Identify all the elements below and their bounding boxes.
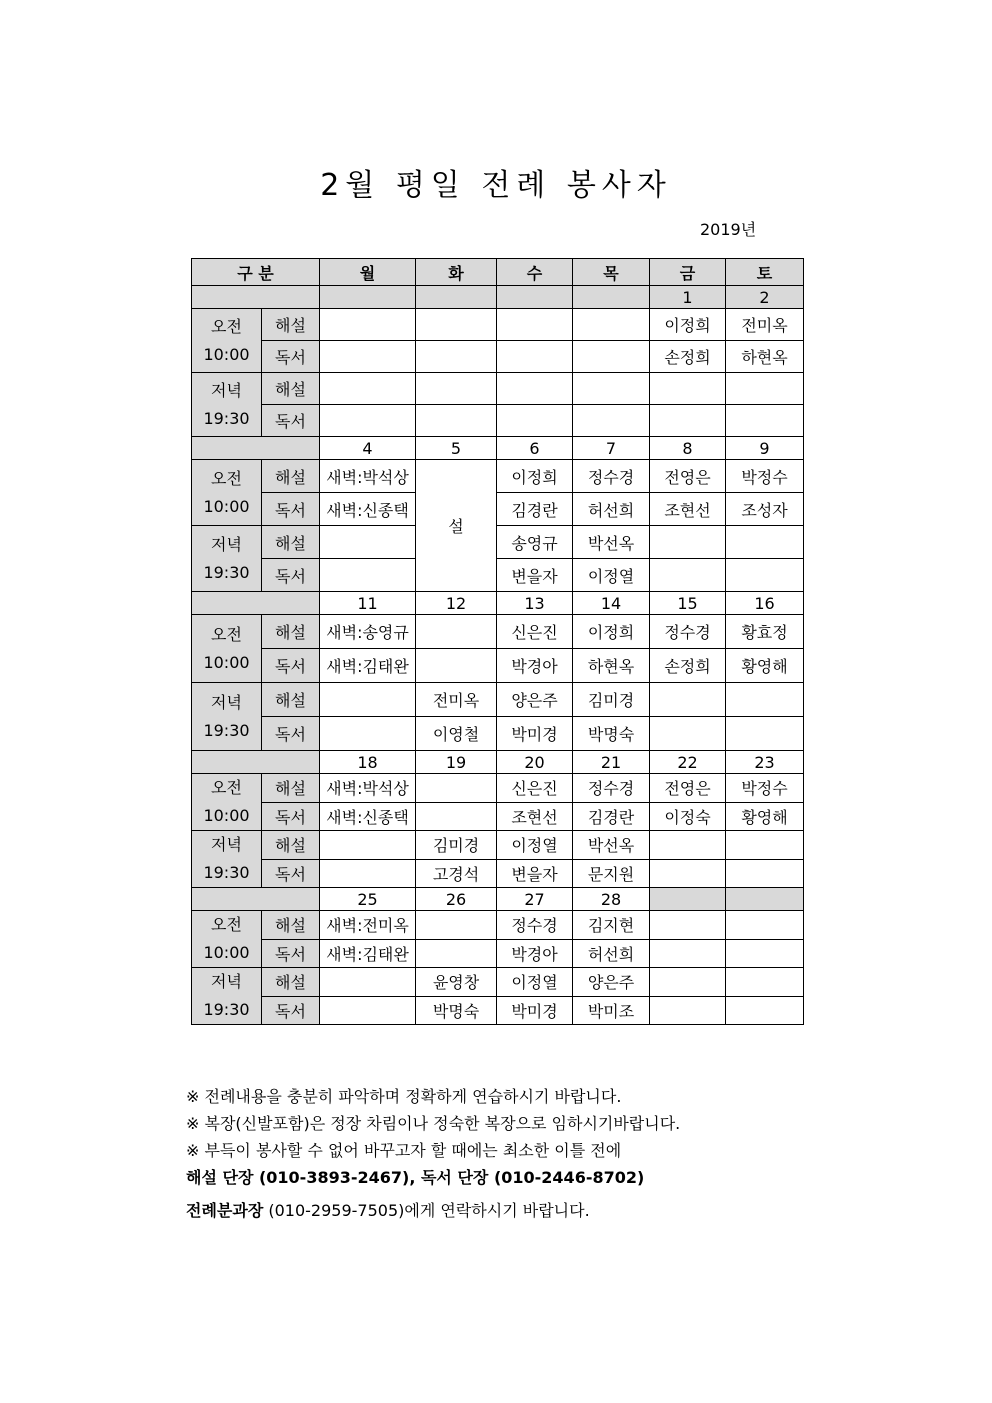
date-cell <box>573 286 650 309</box>
volunteer-cell <box>726 968 804 997</box>
date-cell: 15 <box>650 592 726 615</box>
session-name: 오전 <box>211 915 242 934</box>
volunteer-cell <box>320 831 416 860</box>
session-name: 저녁 <box>211 692 242 712</box>
volunteer-cell: 박경아 <box>497 939 573 968</box>
volunteer-cell: 양은주 <box>573 968 650 997</box>
volunteer-cell <box>416 649 497 683</box>
date-cell: 16 <box>726 592 804 615</box>
volunteer-cell <box>573 341 650 373</box>
volunteer-cell <box>320 717 416 751</box>
session-name: 오전 <box>211 778 242 797</box>
volunteer-cell: 손정희 <box>650 649 726 683</box>
date-cell: 6 <box>497 437 573 460</box>
schedule-row <box>192 341 804 373</box>
volunteer-cell <box>320 341 416 373</box>
session-time: 10:00 <box>203 496 250 516</box>
volunteer-cell: 황영해 <box>726 649 804 683</box>
volunteer-cell: 하현옥 <box>726 341 804 373</box>
date-cell <box>497 286 573 309</box>
volunteer-cell <box>497 373 573 405</box>
date-cell: 1 <box>650 286 726 309</box>
volunteer-cell <box>726 683 804 717</box>
volunteer-cell <box>416 615 497 649</box>
role-cell: 해설 <box>262 831 320 860</box>
volunteer-cell: 정수경 <box>497 911 573 940</box>
volunteer-cell: 새벽:김태완 <box>320 939 416 968</box>
volunteer-cell: 새벽:김태완 <box>320 649 416 683</box>
volunteer-cell <box>573 309 650 341</box>
date-cell: 5 <box>416 437 497 460</box>
date-row-spacer <box>192 592 320 615</box>
volunteer-cell: 허선희 <box>573 493 650 526</box>
volunteer-cell <box>416 341 497 373</box>
schedule-row <box>192 968 804 997</box>
date-cell: 2 <box>726 286 804 309</box>
session-name: 저녁 <box>211 380 242 400</box>
session-cell <box>192 683 262 751</box>
session-time: 10:00 <box>203 344 250 364</box>
date-cell <box>416 286 497 309</box>
date-cell: 7 <box>573 437 650 460</box>
date-cell <box>726 888 804 911</box>
volunteer-cell: 조현선 <box>497 802 573 831</box>
volunteer-cell: 조현선 <box>650 493 726 526</box>
session-cell <box>192 831 262 888</box>
contact-line: 해설 단장 (010-3893-2467), 독서 단장 (010-2446-8702) <box>186 1168 645 1187</box>
date-cell <box>320 286 416 309</box>
volunteer-cell <box>650 996 726 1025</box>
role-cell: 해설 <box>262 309 320 341</box>
schedule-row <box>192 859 804 888</box>
volunteer-cell <box>650 373 726 405</box>
date-cell: 18 <box>320 751 416 774</box>
session-name: 오전 <box>211 468 242 488</box>
holiday-cell: 설 <box>416 460 497 592</box>
header-category: 구 분 <box>192 259 320 286</box>
schedule-row <box>192 309 804 341</box>
volunteer-cell <box>726 373 804 405</box>
volunteer-cell: 전영은 <box>650 460 726 493</box>
date-cell: 21 <box>573 751 650 774</box>
volunteer-cell: 정수경 <box>650 615 726 649</box>
schedule-row <box>192 373 804 405</box>
schedule-row <box>192 939 804 968</box>
session-cell <box>192 911 262 968</box>
date-cell: 28 <box>573 888 650 911</box>
volunteer-cell: 하현옥 <box>573 649 650 683</box>
role-cell: 독서 <box>262 341 320 373</box>
schedule-row <box>192 649 804 683</box>
volunteer-cell <box>726 939 804 968</box>
volunteer-cell: 박선옥 <box>573 831 650 860</box>
schedule-row <box>192 559 804 592</box>
date-cell <box>650 888 726 911</box>
date-cell: 9 <box>726 437 804 460</box>
date-cell: 11 <box>320 592 416 615</box>
role-cell: 해설 <box>262 968 320 997</box>
schedule-row <box>192 774 804 803</box>
date-row <box>192 286 804 309</box>
role-cell: 독서 <box>262 939 320 968</box>
date-cell: 14 <box>573 592 650 615</box>
date-row-spacer <box>192 286 320 309</box>
volunteer-cell: 전미옥 <box>416 683 497 717</box>
schedule-row <box>192 615 804 649</box>
volunteer-cell: 전영은 <box>650 774 726 803</box>
schedule-row <box>192 683 804 717</box>
volunteer-cell: 황효정 <box>726 615 804 649</box>
volunteer-cell: 이정열 <box>573 559 650 592</box>
volunteer-cell <box>650 911 726 940</box>
volunteer-cell: 전미옥 <box>726 309 804 341</box>
session-time: 19:30 <box>203 562 250 582</box>
volunteer-cell <box>650 939 726 968</box>
schedule-row <box>192 911 804 940</box>
volunteer-cell <box>416 774 497 803</box>
volunteer-cell <box>650 859 726 888</box>
date-row-spacer <box>192 888 320 911</box>
session-time: 19:30 <box>203 1000 250 1019</box>
header-day: 월 <box>320 259 416 286</box>
date-row <box>192 437 804 460</box>
volunteer-cell <box>416 911 497 940</box>
volunteer-cell: 이정희 <box>573 615 650 649</box>
schedule-row <box>192 831 804 860</box>
volunteer-cell: 손정희 <box>650 341 726 373</box>
volunteer-cell <box>416 309 497 341</box>
session-name: 저녁 <box>211 534 242 554</box>
session-time: 10:00 <box>203 806 250 825</box>
role-cell: 해설 <box>262 911 320 940</box>
session-name: 오전 <box>211 316 242 336</box>
role-cell: 해설 <box>262 373 320 405</box>
volunteer-cell: 김미경 <box>416 831 497 860</box>
volunteer-cell: 새벽:신종택 <box>320 802 416 831</box>
volunteer-cell: 변을자 <box>497 559 573 592</box>
notes <box>186 1083 680 1224</box>
volunteer-cell: 김지현 <box>573 911 650 940</box>
date-row <box>192 592 804 615</box>
schedule-row <box>192 526 804 559</box>
volunteer-cell <box>726 996 804 1025</box>
volunteer-cell: 윤영창 <box>416 968 497 997</box>
volunteer-cell: 신은진 <box>497 615 573 649</box>
volunteer-cell: 허선희 <box>573 939 650 968</box>
volunteer-cell <box>650 405 726 437</box>
session-time: 19:30 <box>203 408 250 428</box>
volunteer-cell <box>650 559 726 592</box>
volunteer-cell: 양은주 <box>497 683 573 717</box>
volunteer-cell <box>726 831 804 860</box>
volunteer-cell: 박경아 <box>497 649 573 683</box>
volunteer-cell <box>726 526 804 559</box>
date-cell: 25 <box>320 888 416 911</box>
session-time: 10:00 <box>203 652 250 672</box>
header-day: 화 <box>416 259 497 286</box>
volunteer-cell: 김경란 <box>497 493 573 526</box>
role-cell: 해설 <box>262 460 320 493</box>
volunteer-cell <box>650 968 726 997</box>
role-cell: 독서 <box>262 802 320 831</box>
volunteer-cell: 박정수 <box>726 774 804 803</box>
volunteer-cell: 이정희 <box>650 309 726 341</box>
note-line: ※ 복장(신발포함)은 정장 차림이나 정숙한 복장으로 임하시기바랍니다. <box>186 1114 681 1133</box>
session-cell <box>192 460 262 526</box>
volunteer-cell: 새벽:송영규 <box>320 615 416 649</box>
volunteer-cell: 이영철 <box>416 717 497 751</box>
volunteer-cell <box>320 526 416 559</box>
volunteer-cell: 새벽:박석상 <box>320 460 416 493</box>
date-row <box>192 888 804 911</box>
volunteer-cell: 이정숙 <box>650 802 726 831</box>
session-time: 19:30 <box>203 863 250 882</box>
session-name: 저녁 <box>211 972 242 991</box>
header-day: 금 <box>650 259 726 286</box>
date-cell: 23 <box>726 751 804 774</box>
session-cell <box>192 615 262 683</box>
header-day: 목 <box>573 259 650 286</box>
session-name: 오전 <box>211 624 242 644</box>
volunteer-cell: 신은진 <box>497 774 573 803</box>
volunteer-cell: 박명숙 <box>416 996 497 1025</box>
date-cell: 20 <box>497 751 573 774</box>
volunteer-cell: 이정열 <box>497 968 573 997</box>
date-cell: 27 <box>497 888 573 911</box>
volunteer-cell: 김미경 <box>573 683 650 717</box>
volunteer-cell <box>320 859 416 888</box>
schedule-row <box>192 405 804 437</box>
volunteer-cell: 박미조 <box>573 996 650 1025</box>
volunteer-cell: 조성자 <box>726 493 804 526</box>
volunteer-cell: 정수경 <box>573 460 650 493</box>
date-cell: 22 <box>650 751 726 774</box>
page-title: 2월 평일 전례 봉사자 <box>320 168 672 203</box>
volunteer-cell <box>497 309 573 341</box>
role-cell: 독서 <box>262 405 320 437</box>
schedule-row <box>192 493 804 526</box>
header-day: 토 <box>726 259 804 286</box>
header-day: 수 <box>497 259 573 286</box>
role-cell: 독서 <box>262 649 320 683</box>
date-row-spacer <box>192 751 320 774</box>
volunteer-cell <box>573 405 650 437</box>
volunteer-cell: 새벽:신종택 <box>320 493 416 526</box>
volunteer-cell <box>726 405 804 437</box>
role-cell: 독서 <box>262 859 320 888</box>
contact-rest: (010-2959-7505)에게 연락하시기 바랍니다. <box>263 1201 590 1220</box>
volunteer-cell <box>650 683 726 717</box>
date-cell: 26 <box>416 888 497 911</box>
volunteer-cell <box>320 559 416 592</box>
volunteer-cell: 문지원 <box>573 859 650 888</box>
volunteer-cell <box>726 717 804 751</box>
volunteer-cell: 새벽:박석상 <box>320 774 416 803</box>
session-cell <box>192 309 262 373</box>
date-row <box>192 751 804 774</box>
volunteer-cell <box>320 373 416 405</box>
role-cell: 독서 <box>262 559 320 592</box>
session-time: 10:00 <box>203 943 250 962</box>
schedule-row <box>192 460 804 493</box>
volunteer-cell: 이정열 <box>497 831 573 860</box>
year-label: 2019년 <box>700 220 757 239</box>
volunteer-cell <box>726 859 804 888</box>
volunteer-cell: 정수경 <box>573 774 650 803</box>
session-name: 저녁 <box>211 835 242 854</box>
session-cell <box>192 774 262 831</box>
volunteer-cell: 박선옥 <box>573 526 650 559</box>
volunteer-cell: 박명숙 <box>573 717 650 751</box>
volunteer-cell <box>726 911 804 940</box>
volunteer-cell <box>497 405 573 437</box>
volunteer-cell: 송영규 <box>497 526 573 559</box>
volunteer-cell: 김경란 <box>573 802 650 831</box>
role-cell: 독서 <box>262 493 320 526</box>
volunteer-cell <box>416 373 497 405</box>
volunteer-cell: 고경석 <box>416 859 497 888</box>
date-cell: 4 <box>320 437 416 460</box>
role-cell: 해설 <box>262 526 320 559</box>
date-row-spacer <box>192 437 320 460</box>
volunteer-cell <box>320 996 416 1025</box>
volunteer-cell <box>650 526 726 559</box>
role-cell: 해설 <box>262 774 320 803</box>
volunteer-cell: 새벽:전미옥 <box>320 911 416 940</box>
volunteer-cell <box>416 939 497 968</box>
role-cell: 해설 <box>262 615 320 649</box>
role-cell: 독서 <box>262 717 320 751</box>
contact-bold: 전례분과장 <box>186 1201 264 1220</box>
volunteer-cell <box>573 373 650 405</box>
volunteer-cell <box>320 309 416 341</box>
role-cell: 독서 <box>262 996 320 1025</box>
volunteer-cell <box>320 968 416 997</box>
volunteer-cell: 박정수 <box>726 460 804 493</box>
volunteer-cell <box>650 831 726 860</box>
volunteer-cell: 변을자 <box>497 859 573 888</box>
note-line: ※ 전례내용을 충분히 파악하며 정확하게 연습하시기 바랍니다. <box>186 1087 622 1106</box>
role-cell: 해설 <box>262 683 320 717</box>
session-cell <box>192 373 262 437</box>
date-cell: 13 <box>497 592 573 615</box>
volunteer-cell <box>416 802 497 831</box>
date-cell: 12 <box>416 592 497 615</box>
schedule-table <box>191 258 804 1025</box>
schedule-row <box>192 996 804 1025</box>
volunteer-cell: 이정희 <box>497 460 573 493</box>
volunteer-cell <box>416 405 497 437</box>
volunteer-cell <box>320 405 416 437</box>
date-cell: 8 <box>650 437 726 460</box>
volunteer-cell: 황영해 <box>726 802 804 831</box>
volunteer-cell: 박미경 <box>497 717 573 751</box>
date-cell: 19 <box>416 751 497 774</box>
contact-line <box>186 1197 680 1224</box>
schedule-row <box>192 717 804 751</box>
volunteer-cell <box>726 559 804 592</box>
volunteer-cell <box>320 683 416 717</box>
schedule-row <box>192 802 804 831</box>
volunteer-cell <box>650 717 726 751</box>
session-time: 19:30 <box>203 720 250 740</box>
volunteer-cell: 박미경 <box>497 996 573 1025</box>
note-line: ※ 부득이 봉사할 수 없어 바꾸고자 할 때에는 최소한 이틀 전에 <box>186 1141 622 1160</box>
volunteer-cell <box>497 341 573 373</box>
session-cell <box>192 968 262 1025</box>
session-cell <box>192 526 262 592</box>
